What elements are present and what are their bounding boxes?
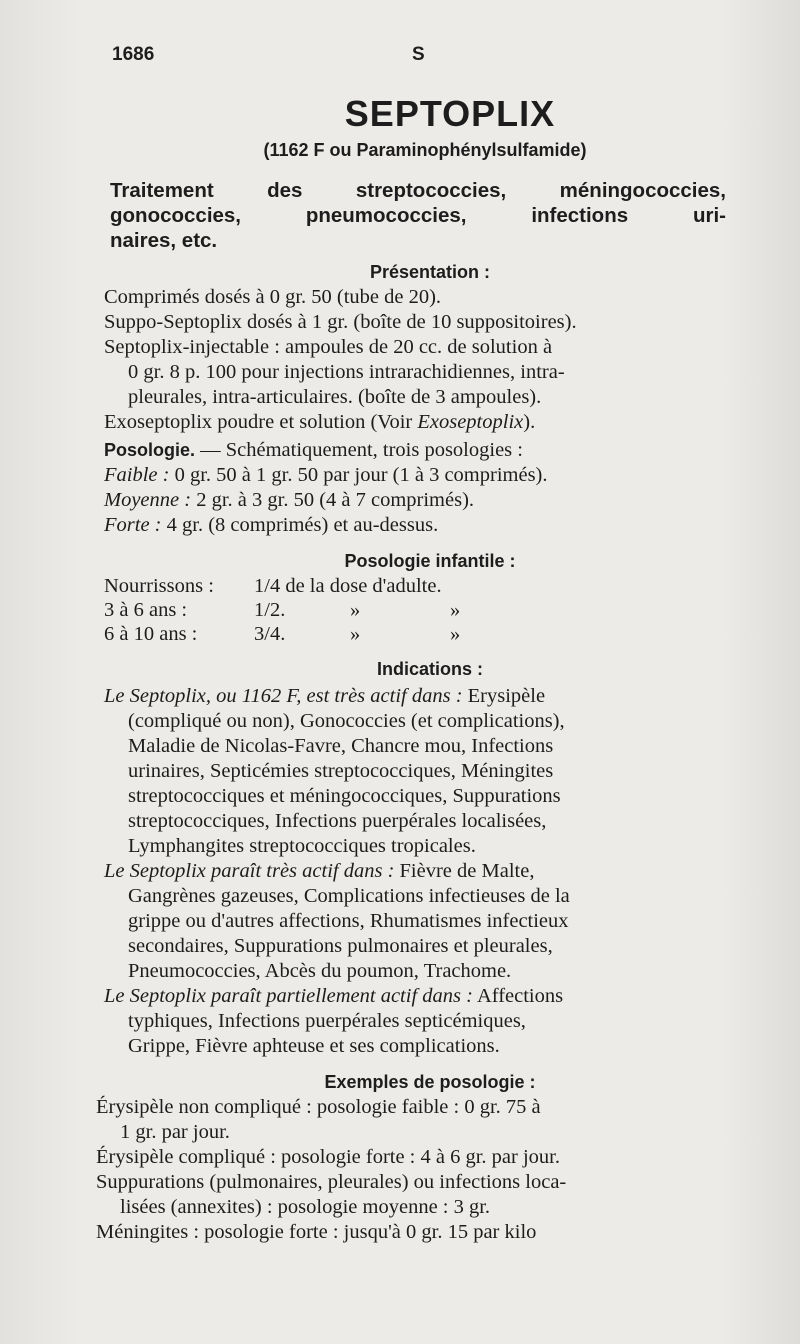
presentation-line: pleurales, intra-articulaires. (boîte de 3 ampoules). <box>128 386 542 408</box>
moyenne-label: Moyenne : <box>104 489 192 511</box>
forte-label: Forte : <box>104 514 162 536</box>
indications-block <box>104 684 726 1059</box>
ditto-mark: » <box>450 599 461 621</box>
indication-lead <box>104 859 726 884</box>
treatment-line: Traitement des streptococcies, méningococcies, <box>110 179 726 202</box>
indication-line: Maladie de Nicolas-Favre, Chancre mou, Infections <box>128 735 554 757</box>
treatment-summary <box>104 178 726 253</box>
posologie-moyenne <box>104 488 726 513</box>
section-letter: S <box>412 44 425 65</box>
table-row <box>104 622 726 646</box>
faible-text: 0 gr. 50 à 1 gr. 50 par jour (1 à 3 comprimés). <box>169 464 548 486</box>
page-number: 1686 <box>112 44 155 65</box>
indications-heading: Indications : <box>376 659 483 679</box>
indication-lead-text: Le Septoplix paraît très actif dans : <box>104 860 395 882</box>
age-cell: 3 à 6 ans : <box>104 599 188 621</box>
indication-line: streptococciques et méningococciques, Suppurations <box>128 785 561 807</box>
indication-line: Gangrènes gazeuses, Complications infectieuses de la <box>128 885 570 907</box>
indication-line: secondaires, Suppurations pulmonaires et pleurales, <box>128 935 553 957</box>
presentation-line: Septoplix-injectable : ampoules de 20 cc. de solution à <box>104 336 553 358</box>
posologie-label: Posologie. <box>104 440 196 460</box>
table-row <box>104 574 726 598</box>
dose-cell: 1/4 <box>254 575 281 597</box>
indication-line: typhiques, Infections puerpérales septicémiques, <box>128 1010 526 1032</box>
example-line: Suppurations (pulmonaires, pleurales) ou infections loca- <box>96 1171 567 1193</box>
posologie-faible <box>104 463 726 488</box>
presentation-line: Comprimés dosés à 0 gr. 50 (tube de 20). <box>104 286 442 308</box>
example-line: Érysipèle non compliqué : posologie faible : 0 gr. 75 à <box>96 1096 541 1118</box>
exo-prefix: Exoseptoplix poudre et solution (Voir <box>104 411 418 433</box>
indication-line: (compliqué ou non), Gonococcies (et complications), <box>128 710 565 732</box>
presentation-line: 0 gr. 8 p. 100 pour injections intrarachidiennes, intra- <box>128 361 565 383</box>
indication-first: Fièvre de Malte, <box>394 860 535 882</box>
treatment-line: naires, etc. <box>110 229 218 252</box>
examples-block <box>96 1095 726 1245</box>
indication-lead <box>104 984 726 1009</box>
posologie-block <box>104 438 726 538</box>
indication-lead <box>104 684 726 709</box>
table-row <box>104 598 726 622</box>
indication-line: Pneumococcies, Abcès du poumon, Trachome. <box>128 960 512 982</box>
indication-line: Lymphangites streptococciques tropicales. <box>128 835 476 857</box>
ditto-mark: » <box>450 623 461 645</box>
posologie-forte <box>104 513 726 538</box>
posologie-intro <box>104 438 726 463</box>
exoseptoplix-line <box>104 410 726 435</box>
indication-first: Affections <box>472 985 564 1007</box>
treatment-line: gonococcies, pneumococcies, infections uri- <box>110 204 726 227</box>
examples-heading: Exemples de posologie : <box>324 1072 536 1092</box>
product-subtitle: (1162 F ou Paraminophénylsulfamide) <box>263 140 587 160</box>
example-line: 1 gr. par jour. <box>120 1121 230 1143</box>
indication-line: urinaires, Septicémies streptococciques, Méningites <box>128 760 554 782</box>
dose-cell: 1/2. <box>254 599 286 621</box>
forte-text: 4 gr. (8 comprimés) et au-dessus. <box>161 514 439 536</box>
example-line: Méningites : posologie forte : jusqu'à 0 gr. 15 par kilo <box>96 1221 537 1243</box>
indication-lead-text: Le Septoplix, ou 1162 F, est très actif dans : <box>104 685 463 707</box>
infantile-table <box>104 574 726 646</box>
exoseptoplix-reference: Exoseptoplix <box>417 411 524 433</box>
note-cell: de la dose d'adulte. <box>285 575 442 597</box>
indication-line: Grippe, Fièvre aphteuse et ses complications. <box>128 1035 500 1057</box>
example-line: lisées (annexites) : posologie moyenne : 3 gr. <box>120 1196 491 1218</box>
posologie-intro-text: — Schématiquement, trois posologies : <box>195 439 523 461</box>
infantile-heading: Posologie infantile : <box>344 551 516 571</box>
indication-lead-text: Le Septoplix paraît partiellement actif dans : <box>104 985 473 1007</box>
running-header <box>112 44 740 74</box>
dose-cell: 3/4. <box>254 623 286 645</box>
product-title: SEPTOPLIX <box>344 93 556 134</box>
age-cell: Nourrissons : <box>104 575 214 597</box>
presentation-line: Suppo-Septoplix dosés à 1 gr. (boîte de 10 suppositoires). <box>104 311 577 333</box>
ditto-mark: » <box>350 623 361 645</box>
moyenne-text: 2 gr. à 3 gr. 50 (4 à 7 comprimés). <box>191 489 475 511</box>
presentation-block <box>104 285 726 435</box>
presentation-heading: Présentation : <box>369 262 491 282</box>
example-line: Érysipèle compliqué : posologie forte : 4 à 6 gr. par jour. <box>96 1146 560 1168</box>
ditto-mark: » <box>350 599 361 621</box>
exo-suffix: ). <box>523 411 536 433</box>
indication-first: Erysipèle <box>462 685 546 707</box>
indication-line: grippe ou d'autres affections, Rhumatismes infectieux <box>128 910 569 932</box>
monograph <box>96 92 726 1245</box>
faible-label: Faible : <box>104 464 170 486</box>
age-cell: 6 à 10 ans : <box>104 623 198 645</box>
indication-line: streptococciques, Infections puerpérales localisées, <box>128 810 547 832</box>
